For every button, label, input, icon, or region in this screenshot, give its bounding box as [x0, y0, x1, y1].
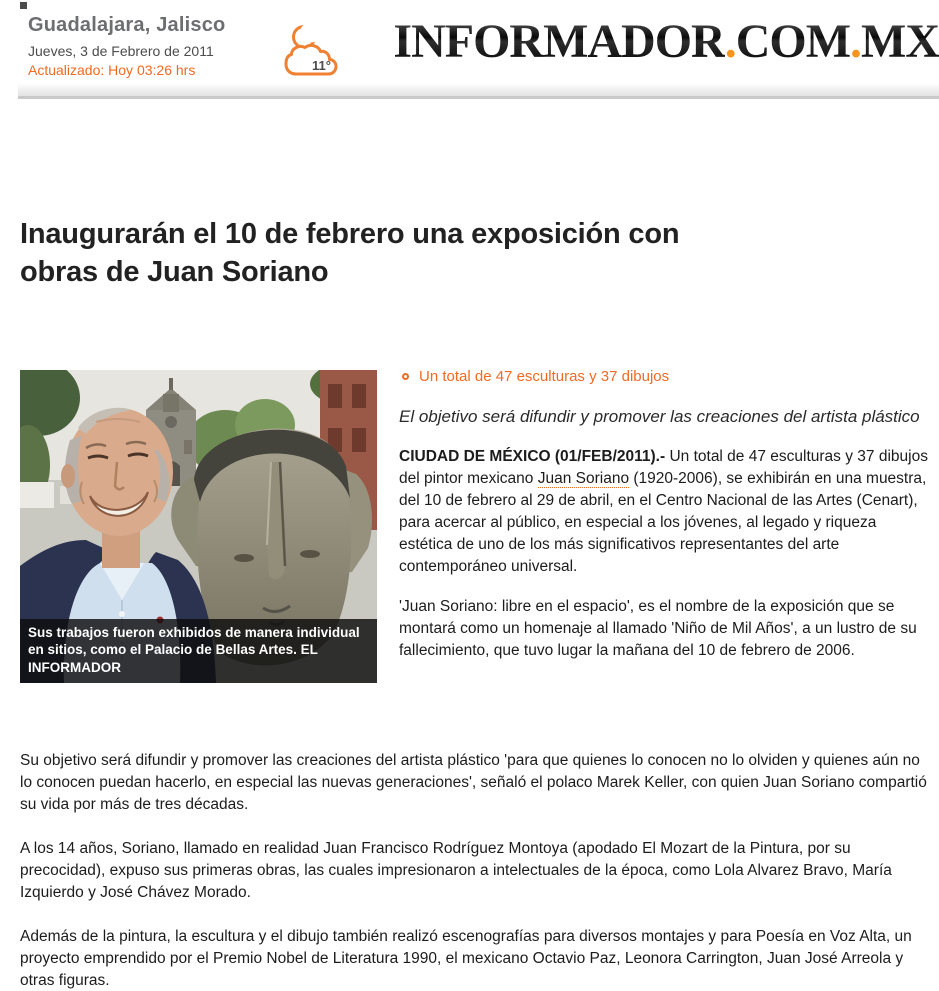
- article-summary-column: [399, 368, 930, 662]
- location-title: Guadalajara, Jalisco: [28, 14, 226, 36]
- article-paragraph-3: Su objetivo será difundir y promover las creaciones del artista plástico 'para que quienes lo conocen no lo olviden y quienes aún no lo conocen puedan hacerlo, en especial las nuevas generaciones', señaló el polaco Marek Keller, con quien Juan Soriano compartió su vida por más de tres décadas.: [20, 752, 927, 813]
- cloud-moon-icon: [283, 22, 339, 80]
- article-photo: [20, 370, 377, 683]
- bullet-circle-icon: [402, 373, 409, 380]
- article-paragraph-1: [399, 446, 930, 578]
- article-paragraph-2: 'Juan Soriano: libre en el espacio', es el nombre de la exposición que se montará como un homenaje al llamado 'Niño de Mil Años', a un lustro de su fallecimiento, que tuvo lugar la mañana del 10 de febrero de 2006.: [399, 598, 917, 659]
- related-headline[interactable]: [399, 368, 930, 385]
- photo-caption: Sus trabajos fueron exhibidos de manera individual en sitios, como el Palacio de Bellas Artes. EL INFORMADOR: [20, 619, 377, 684]
- juan-soriano-link[interactable]: Juan Soriano: [537, 470, 630, 487]
- logo-part-informador: INFORMADOR: [393, 15, 725, 68]
- temperature-label: 11°: [312, 58, 331, 73]
- article-paragraph-5: Además de la pintura, la escultura y el dibujo también realizó escenografías para diversos montajes y para Poesía en Voz Alta, un proyecto emprendido por el Premio Nobel de Literatura 1990, el mexicano Octavio Paz, Leonora Carrington, Juan José Arreola y otras figuras.: [20, 928, 912, 989]
- weather-widget: [283, 22, 339, 80]
- header-left: [28, 14, 225, 78]
- logo-part-mx: MX: [861, 15, 939, 68]
- paragraph-text: Un total de 47 esculturas y 37 dibujos del pintor mexicano: [399, 448, 928, 487]
- logo-part-com: COM: [735, 15, 851, 68]
- dateline: CIUDAD DE MÉXICO (01/FEB/2011).-: [399, 448, 666, 465]
- header-divider-bar: [18, 84, 939, 99]
- site-logo[interactable]: [393, 15, 939, 68]
- paragraph-text: (1920-2006), se exhibirán en una muestra, del 10 de febrero al 29 de abril, en el Centro Nacional de las Artes (Cenart), para acercar al público, en especial a los jóvenes, al legado y riqueza estética de uno de los más significativos representantes del arte contemporáneo universal.: [399, 470, 927, 575]
- article-paragraph-4: A los 14 años, Soriano, llamado en realidad Juan Francisco Rodríguez Montoya (apodado El Mozart de la Pintura, por su precocidad), expuso sus primeras obras, las cuales impresionaron a intelectuales de la época, como Lola Alvarez Bravo, María Izquierdo y José Chávez Morado.: [20, 840, 892, 901]
- header-date: Jueves, 3 de Febrero de 2011: [28, 43, 214, 59]
- header-updated: Actualizado: Hoy 03:26 hrs: [28, 62, 196, 78]
- article-title: Inaugurarán el 10 de febrero una exposición con obras de Juan Soriano: [20, 218, 680, 288]
- article-body: [20, 750, 932, 991]
- related-headline-label: Un total de 47 esculturas y 37 dibujos: [419, 368, 670, 385]
- corner-mark: [20, 2, 27, 9]
- article-subtitle: El objetivo será difundir y promover las creaciones del artista plástico: [399, 407, 920, 426]
- logo-dot: .: [850, 15, 862, 68]
- logo-dot: .: [724, 15, 736, 68]
